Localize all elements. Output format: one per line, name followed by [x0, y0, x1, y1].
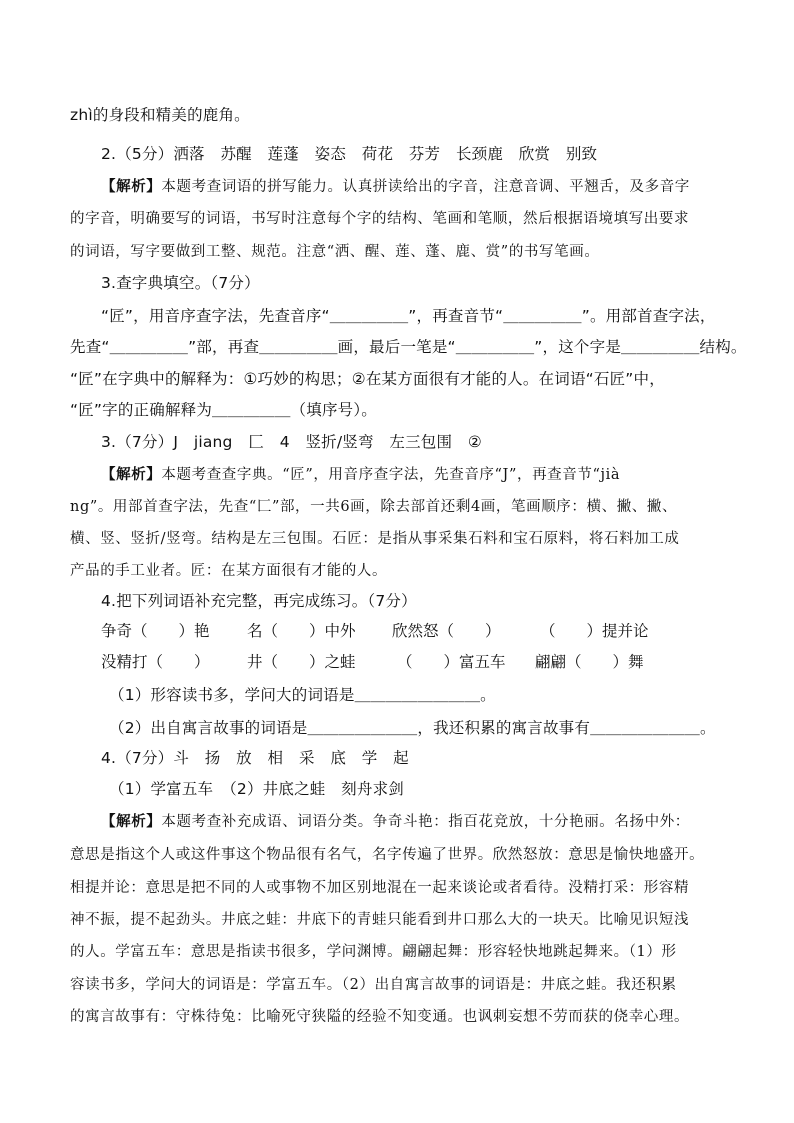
text-line: zhì的身段和精美的鹿角。	[70, 106, 250, 124]
fill-item: 名（ ）中外	[247, 622, 356, 640]
analysis-4-line-2: 意思是指这个人或这件事这个物品很有名气，名字传遍了世界。欣然怒放：意思是愉快地盛开。	[70, 847, 705, 863]
analysis-4-line-4: 神不振，提不起劲头。井底之蛙：井底下的青蛙只能看到井口那么大的一块天。比喻见识短浅	[70, 912, 690, 928]
analysis-2-line-1	[101, 175, 690, 199]
question-3-line-4: “匠”字的正确解释为＿＿＿＿＿（填序号）。	[70, 401, 378, 419]
analysis-4-line-1	[101, 810, 690, 834]
fill-item: （ ）提并论	[540, 622, 649, 640]
answer-2: 2.（5分）洒落 苏醒 莲蓬 姿态 荷花 芬芳 长颈鹿 欣赏 别致	[101, 145, 598, 163]
fill-item: 欣然怒（ ）	[392, 622, 501, 640]
fill-item: 没精打（ ）	[101, 653, 210, 671]
analysis-text: 本题考查补充成语、词语分类。争奇斗艳：指百花竞放，十分艳丽。名扬中外：	[161, 814, 690, 830]
fill-item: 翩翩（ ）舞	[535, 653, 644, 671]
question-4-title: 4.把下列词语补充完整，再完成练习。（7分）	[101, 592, 417, 610]
question-3-line-1: “匠”，用音序查字法，先查音序“＿＿＿＿＿”，再查音节“＿＿＿＿＿”。用部首查字法，	[101, 307, 716, 325]
analysis-label: 【解析】	[101, 466, 162, 483]
analysis-3-line-1	[101, 463, 620, 487]
analysis-4-line-7: 的寓言故事有：守株待兔：比喻死守狭隘的经验不知变通。也讽刺妄想不劳而获的侥幸心理。	[70, 1009, 690, 1025]
analysis-3-line-2: ng”。用部首查字法，先查“匚”部，一共6画，除去部首还剩4画，笔画顺序：横、撇、撇、	[70, 499, 678, 515]
analysis-4-line-3: 相提并论：意思是把不同的人或事物不加区别地混在一起来谈论或者看待。没精打采：形容精	[70, 880, 690, 896]
question-3-line-3: “匠”在字典中的解释为：①巧妙的构思；②在某方面很有才能的人。在词语“石匠”中，	[70, 370, 665, 388]
question-4-sub-2: （2）出自寓言故事的词语是＿＿＿＿＿＿＿，我还积累的寓言故事有＿＿＿＿＿＿＿。	[109, 719, 716, 737]
analysis-text: 本题考查词语的拼写能力。认真拼读给出的字音，注意音调、平翘舌，及多音字	[161, 179, 690, 195]
analysis-label: 【解析】	[101, 178, 162, 195]
fill-item: 井（ ）之蛙	[247, 653, 356, 671]
analysis-3-line-4: 产品的手工业者。匠：在某方面很有才能的人。	[70, 563, 388, 579]
fill-item: （ ）富五车	[397, 653, 506, 671]
analysis-4-line-5: 的人。学富五车：意思是指读书很多，学问渊博。翩翩起舞：形容轻快地跳起舞来。（1）形	[70, 944, 677, 960]
analysis-label: 【解析】	[101, 813, 162, 830]
question-3-line-2: 先查“＿＿＿＿＿”部，再查＿＿＿＿＿画，最后一笔是“＿＿＿＿＿”，这个字是＿＿＿＿＿结构。	[70, 338, 747, 356]
question-4-sub-1: （1）形容读书多，学问大的词语是＿＿＿＿＿＿＿＿。	[109, 686, 496, 704]
analysis-3-line-3: 横、竖、竖折/竖弯。结构是左三包围。石匠：是指从事采集石料和宝石原料，将石料加工成	[70, 531, 680, 547]
answer-4-sub: （1）学富五车 （2）井底之蛙 刻舟求剑	[109, 780, 404, 798]
analysis-text: 本题考查查字典。“匠”，用音序查字法，先查音序“J”，再查音节“jià	[161, 467, 621, 483]
fill-item: 争奇（ ）艳	[101, 622, 210, 640]
analysis-4-line-6: 容读书多，学问大的词语是：学富五车。（2）出自寓言故事的词语是：井底之蛙。我还积累	[70, 977, 677, 993]
question-3-title: 3.查字典填空。（7分）	[101, 274, 260, 292]
answer-4: 4.（7分）斗 扬 放 相 采 底 学 起	[101, 749, 409, 767]
analysis-2-line-2: 的字音，明确要写的词语，书写时注意每个字的结构、笔画和笔顺，然后根据语境填写出要求	[70, 211, 690, 227]
answer-3: 3.（7分）J jiang 匚 4 竖折/竖弯 左三包围 ②	[101, 433, 482, 451]
analysis-2-line-3: 的词语，写字要做到工整、规范。注意“洒、醒、莲、蓬、鹿、赏”的书写笔画。	[70, 244, 600, 260]
